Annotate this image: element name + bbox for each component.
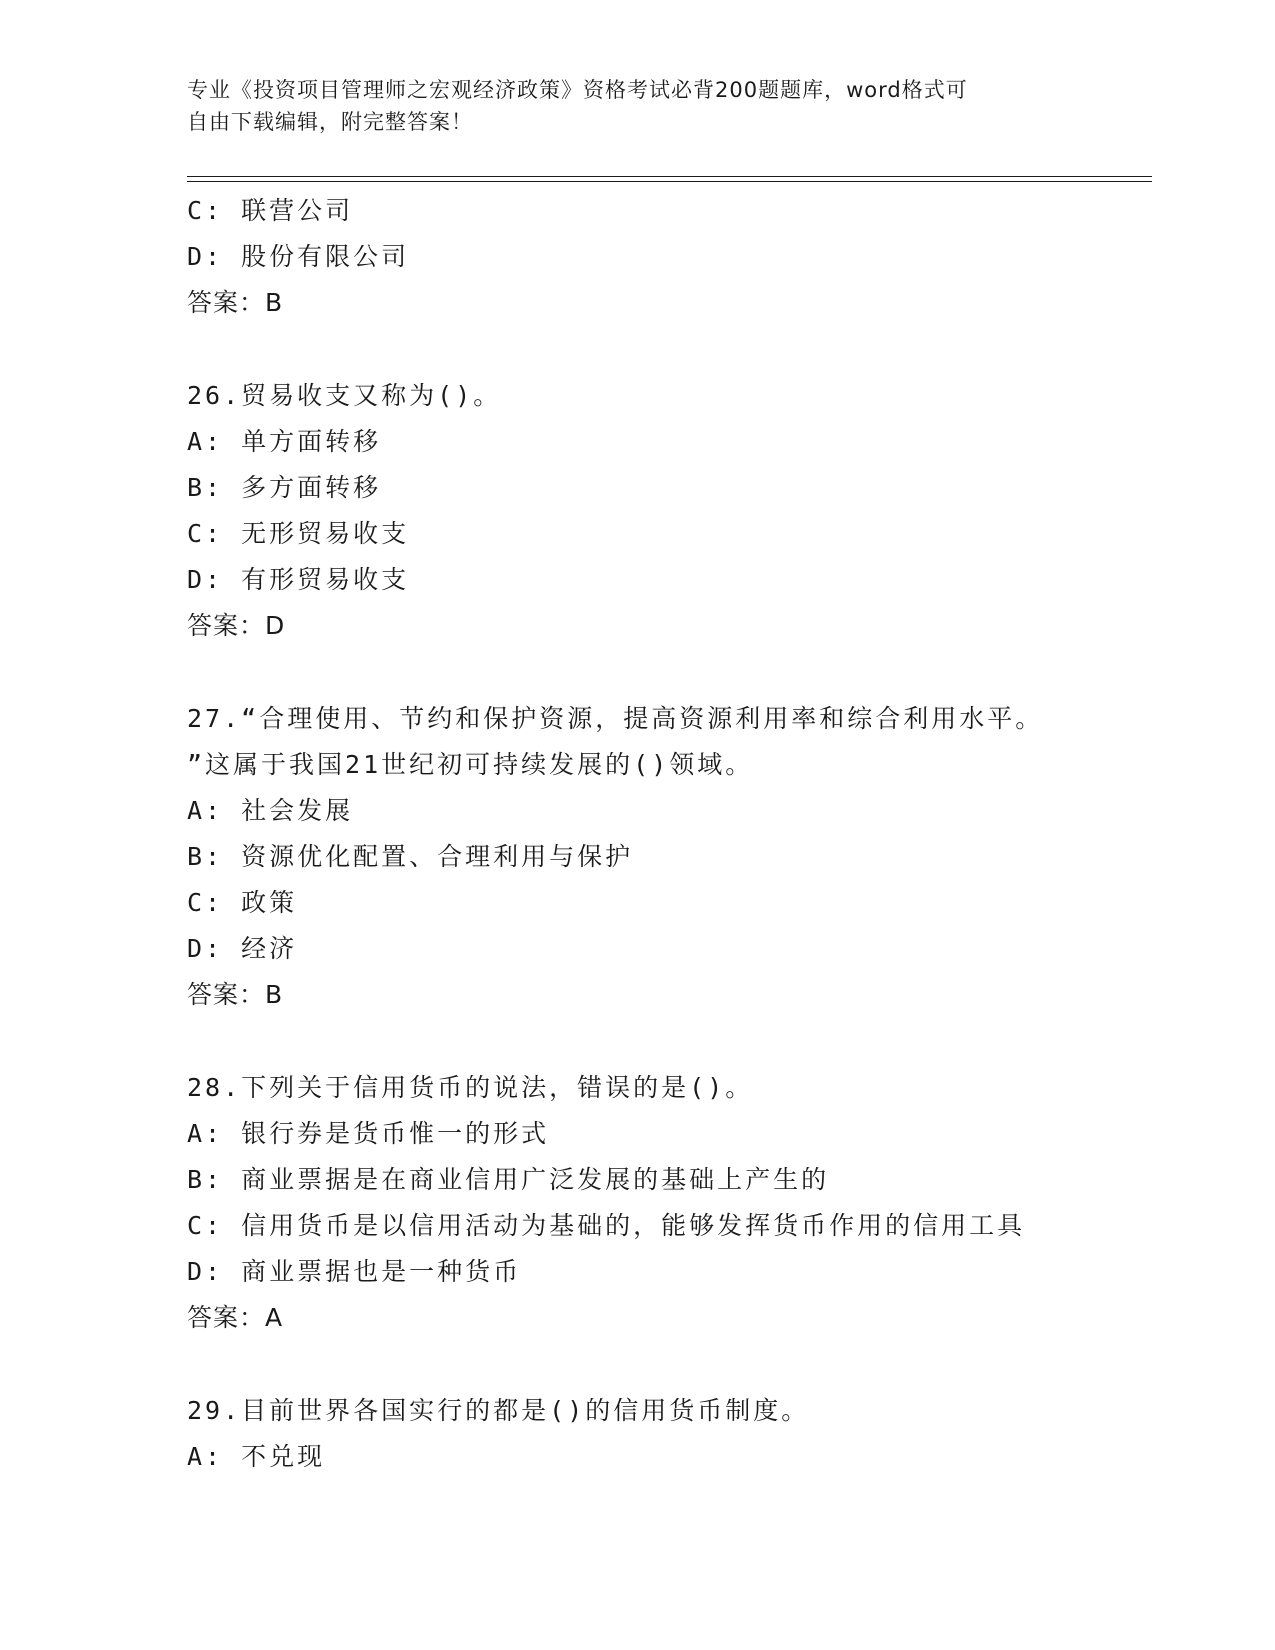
answer: 答案：B bbox=[187, 288, 284, 317]
option-a: A: 单方面转移 bbox=[187, 427, 382, 456]
question-26 bbox=[187, 373, 1147, 649]
option-b: B: 资源优化配置、合理利用与保护 bbox=[187, 842, 634, 871]
option-c: C: 联营公司 bbox=[187, 196, 354, 225]
option-b: B: 商业票据是在商业信用广泛发展的基础上产生的 bbox=[187, 1165, 830, 1194]
answer: 答案：B bbox=[187, 980, 284, 1009]
header-line-2: 自由下载编辑，附完整答案！ bbox=[187, 110, 473, 134]
question-content bbox=[187, 188, 1147, 1480]
question-28 bbox=[187, 1065, 1147, 1341]
option-c: C: 政策 bbox=[187, 888, 298, 917]
question-text: 28.下列关于信用货币的说法，错误的是()。 bbox=[187, 1073, 754, 1102]
option-d: D: 有形贸易收支 bbox=[187, 565, 410, 594]
option-a: A: 不兑现 bbox=[187, 1442, 326, 1471]
option-d: D: 股份有限公司 bbox=[187, 242, 410, 271]
question-25-tail bbox=[187, 188, 1147, 326]
document-header bbox=[187, 74, 1067, 138]
question-text: 29.目前世界各国实行的都是()的信用货币制度。 bbox=[187, 1396, 810, 1425]
header-rule-top bbox=[187, 176, 1152, 177]
header-line-1: 专业《投资项目管理师之宏观经济政策》资格考试必背200题题库，word格式可 bbox=[187, 78, 968, 102]
option-c: C: 无形贸易收支 bbox=[187, 519, 410, 548]
option-a: A: 银行券是货币惟一的形式 bbox=[187, 1119, 550, 1148]
question-29 bbox=[187, 1388, 1147, 1480]
question-text-line-2: ”这属于我国21世纪初可持续发展的()领域。 bbox=[187, 750, 754, 779]
option-a: A: 社会发展 bbox=[187, 796, 354, 825]
option-d: D: 商业票据也是一种货币 bbox=[187, 1257, 522, 1286]
option-d: D: 经济 bbox=[187, 934, 298, 963]
option-b: B: 多方面转移 bbox=[187, 473, 382, 502]
answer: 答案：D bbox=[187, 611, 286, 640]
option-c: C: 信用货币是以信用活动为基础的，能够发挥货币作用的信用工具 bbox=[187, 1211, 1026, 1240]
question-text: 26.贸易收支又称为()。 bbox=[187, 381, 502, 410]
answer: 答案：A bbox=[187, 1303, 284, 1332]
header-rule-bottom bbox=[187, 181, 1152, 182]
question-27 bbox=[187, 696, 1147, 1018]
question-text-line-1: 27.“合理使用、节约和保护资源，提高资源利用率和综合利用水平。 bbox=[187, 704, 1044, 733]
